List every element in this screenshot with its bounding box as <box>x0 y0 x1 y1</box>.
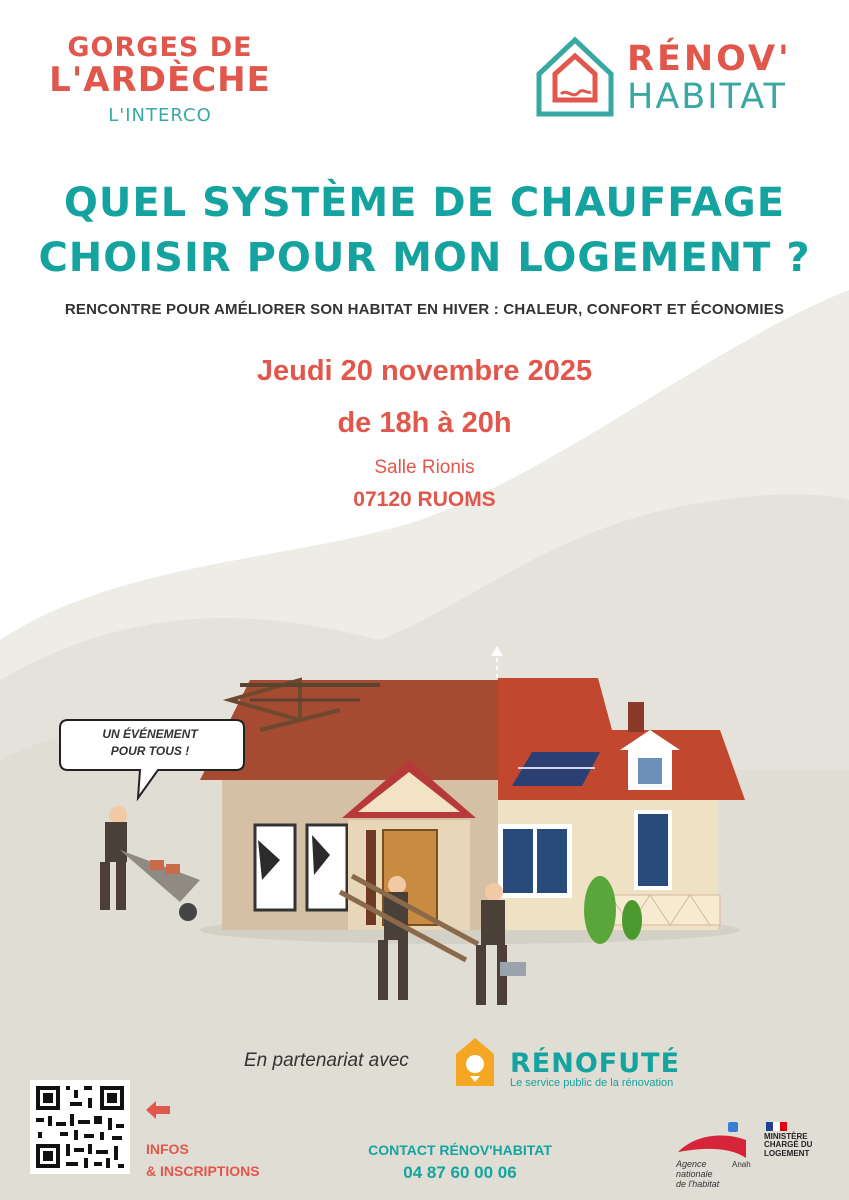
subtitle: RENCONTRE POUR AMÉLIORER SON HABITAT EN HIVER : CHALEUR, CONFORT ET ÉCONOMIES <box>64 301 785 318</box>
infos-inscriptions <box>146 1139 260 1182</box>
anah-logo-icon <box>676 1122 756 1162</box>
anah-line3: de l'habitat <box>676 1178 720 1189</box>
new-house <box>498 678 745 944</box>
ministry-line1: MINISTÈRE <box>764 1132 808 1141</box>
ministry-line2: CHARGÉ DU <box>764 1140 813 1150</box>
event-venue: Salle Rionis <box>374 457 475 478</box>
anah-text <box>676 1160 719 1190</box>
ministry-line3: LOGEMENT <box>764 1148 810 1158</box>
partner-intro: En partenariat avec <box>244 1050 409 1071</box>
contact-phone[interactable]: 04 87 60 00 06 <box>403 1163 517 1182</box>
anah-line2: nationale <box>676 1168 713 1179</box>
infos-line2: & INSCRIPTIONS <box>146 1162 260 1179</box>
infos-line1: INFOS <box>146 1141 189 1157</box>
logo-gorges-line3: L'INTERCO <box>108 105 212 126</box>
renov-line2: HABITAT <box>627 77 787 117</box>
renofute-name: RÉNOFUTÉ <box>510 1048 681 1079</box>
french-flag-icon <box>766 1122 788 1131</box>
bubble-text <box>70 726 230 761</box>
title-line1: QUEL SYSTÈME DE CHAUFFAGE <box>63 180 786 226</box>
event-city: 07120 RUOMS <box>353 488 496 511</box>
worker-wheelbarrow <box>100 806 200 921</box>
house-logo-icon <box>535 34 615 120</box>
bubble-line1: UN ÉVÉNEMENT <box>102 727 198 741</box>
renofute-logo-icon <box>454 1036 496 1088</box>
renofute-tagline: Le service public de la rénovation <box>510 1077 674 1089</box>
event-date: Jeudi 20 novembre 2025 <box>256 355 593 387</box>
contact-label: CONTACT RÉNOV'HABITAT <box>368 1142 552 1158</box>
renovation-illustration <box>0 640 849 1020</box>
anah-line1: Agence <box>676 1159 707 1169</box>
renov-line1: RÉNOV' <box>627 39 792 79</box>
logo-gorges-line2: L'ARDÈCHE <box>49 60 271 100</box>
gorges-ardeche-logo <box>40 34 280 126</box>
ministry-text <box>764 1133 812 1158</box>
bubble-line2: POUR TOUS ! <box>110 744 190 759</box>
qr-code[interactable] <box>30 1080 130 1174</box>
arrow-left-icon <box>146 1100 172 1120</box>
event-time: de 18h à 20h <box>337 407 512 439</box>
logo-gorges-line1: GORGES DE <box>67 32 253 63</box>
anah-mark: Anah <box>732 1160 751 1169</box>
renov-habitat-logo <box>535 34 805 120</box>
title-line2: CHOISIR POUR MON LOGEMENT ? <box>38 235 811 281</box>
